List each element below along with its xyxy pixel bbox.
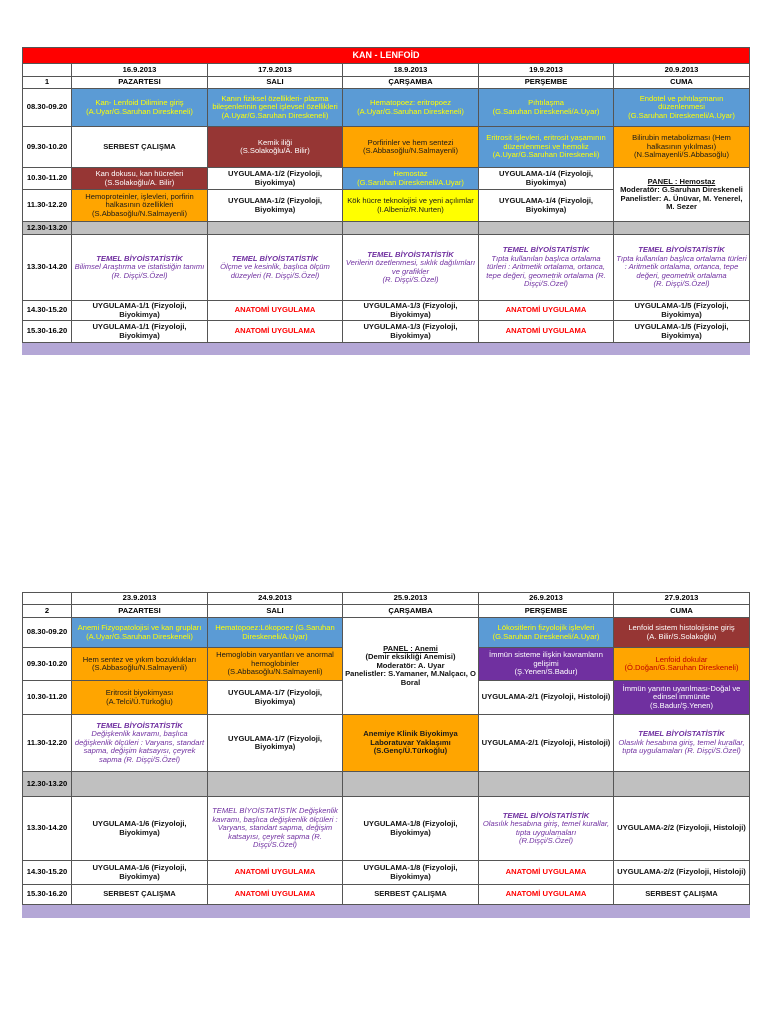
anatomy-practice-cell: ANATOMİ UYGULAMA [208,861,343,885]
time-slot: 11.30-12.20 [23,190,72,222]
corner-cell [23,64,72,77]
practice-cell: UYGULAMA-1/8 (Fizyoloji, Biyokimya) [343,861,479,885]
date-thu: 26.9.2013 [479,593,614,605]
day-wed: ÇARŞAMBA [343,77,479,89]
date-tue: 17.9.2013 [208,64,343,77]
practice-cell: UYGULAMA-1/8 (Fizyoloji, Biyokimya) [343,797,479,861]
time-slot: 11.30-12.20 [23,715,72,772]
lesson-cell: Hemoglobin varyantları ve anormal hemoglobinler (S.Abbasoğlu/N.Salmayenli) [208,648,343,681]
break-cell [343,222,479,235]
date-wed: 18.9.2013 [343,64,479,77]
practice-cell: UYGULAMA-1/7 (Fizyoloji, Biyokimya) [208,681,343,715]
biostat-cell: TEMEL BİYOİSTATİSTİK Tıpta kullanılan başlıca ortalama türleri : Aritmetik ortalama, ortanca, tepe değeri, geometrik ortalama (R. Dişçi/S.Özel) [614,235,750,301]
footer-band [23,343,750,355]
date-mon: 16.9.2013 [72,64,208,77]
day-thu: PERŞEMBE [479,605,614,618]
break-cell [479,222,614,235]
schedule-week-2 [22,592,750,918]
lesson-cell: Porfirinler ve hem sentezi (S.Abbasoğlu/N.Salmayenli) [343,127,479,168]
lesson-cell: Kan dokusu, kan hücreleri (S.Solakoğlu/A. Bilir) [72,168,208,190]
day-tue: SALI [208,605,343,618]
anatomy-practice-cell: ANATOMİ UYGULAMA [208,885,343,905]
time-slot: 09.30-10.20 [23,648,72,681]
anatomy-practice-cell: ANATOMİ UYGULAMA [208,321,343,343]
practice-cell: UYGULAMA-2/2 (Fizyoloji, Histoloji) [614,797,750,861]
time-slot: 15.30-16.20 [23,885,72,905]
anatomy-practice-cell: ANATOMİ UYGULAMA [208,301,343,321]
day-fri: CUMA [614,605,750,618]
lesson-cell: Lenfoid sistem histolojisine giriş (A. Bilir/S.Solakoğlu) [614,618,750,648]
lesson-cell: Hem sentez ve yıkım bozuklukları (S.Abbasoğlu/N.Salmayenli) [72,648,208,681]
practice-cell: UYGULAMA-1/4 (Fizyoloji, Biyokimya) [479,168,614,190]
date-mon: 23.9.2013 [72,593,208,605]
biostat-cell: TEMEL BİYOİSTATİSTİK Değişkenlik kavramı, başlıca değişkenlik ölçüleri : Varyans, standart sapma, değişim katsayısı, çeyrek sapma (R. Dişçi/S.Özel) [208,797,343,861]
day-tue: SALI [208,77,343,89]
lesson-cell: Anemi Fizyopatolojisi ve kan grupları (A.Uyar/G.Saruhan Direskeneli) [72,618,208,648]
panel-cell: PANEL : Hemostaz Moderatör: G.Saruhan Direskeneli Panelistler: A. Ünüvar, M. Yenerel, M. Sezer [614,168,750,222]
lesson-cell: Lökositlerin fizyolojik işlevleri (G.Saruhan Direskeneli/A.Uyar) [479,618,614,648]
free-study-cell: SERBEST ÇALIŞMA [72,127,208,168]
practice-cell: UYGULAMA-1/3 (Fizyoloji, Biyokimya) [343,301,479,321]
lesson-cell: Lenfoid dokular (Ö.Doğan/G.Saruhan Direskeneli) [614,648,750,681]
date-fri: 20.9.2013 [614,64,750,77]
practice-cell: UYGULAMA-1/3 (Fizyoloji, Biyokimya) [343,321,479,343]
lesson-cell: Hemostaz (G.Saruhan Direskeneli/A.Uyar) [343,168,479,190]
lesson-cell: Pıhtılaşma (G.Saruhan Direskeneli/A.Uyar) [479,89,614,127]
time-slot: 13.30-14.20 [23,235,72,301]
free-study-cell: SERBEST ÇALIŞMA [343,885,479,905]
practice-cell: UYGULAMA-2/1 (Fizyoloji, Histoloji) [479,715,614,772]
biostat-cell: TEMEL BİYOİSTATİSTİK Tıpta kullanılan başlıca ortalama türleri : Aritmetik ortalama, ortanca, tepe değeri, geometrik ortalama (R. Dişçi/S.Özel) [479,235,614,301]
anatomy-practice-cell: ANATOMİ UYGULAMA [479,321,614,343]
lesson-cell: İmmün sisteme ilişkin kavramların gelişimi (Ş.Yenen/S.Badur) [479,648,614,681]
footer-band [23,905,750,918]
practice-cell: UYGULAMA-1/6 (Fizyoloji, Biyokimya) [72,797,208,861]
lesson-cell: Hemoproteinler, işlevleri, porfirin halkasının özellikleri (S.Abbasoğlu/N.Salmayenli) [72,190,208,222]
practice-cell: UYGULAMA-1/5 (Fizyoloji, Biyokimya) [614,321,750,343]
biostat-cell: TEMEL BİYOİSTATİSTİK Olasılık hesabına giriş, temel kurallar, tıpta uygulamaları (R.Dişçi/S.Özel) [479,797,614,861]
practice-cell: UYGULAMA-1/1 (Fizyoloji, Biyokimya) [72,321,208,343]
day-wed: ÇARŞAMBA [343,605,479,618]
time-slot: 13.30-14.20 [23,797,72,861]
day-thu: PERŞEMBE [479,77,614,89]
practice-cell: UYGULAMA-2/2 (Fizyoloji, Histoloji) [614,861,750,885]
corner-cell [23,593,72,605]
time-slot: 15.30-16.20 [23,321,72,343]
practice-cell: UYGULAMA-1/2 (Fizyoloji, Biyokimya) [208,190,343,222]
lesson-cell: Eritrosit biyokimyası (A.Telci/Ü.Türkoğlu) [72,681,208,715]
biostat-cell: TEMEL BİYOİSTATİSTİK Değişkenlik kavramı, başlıca değişkenlik ölçüleri : Varyans, standart sapma, değişim katsayısı, çeyrek sapma (R. Dişçi/S.Özel) [72,715,208,772]
time-slot: 10.30-11.20 [23,168,72,190]
anatomy-practice-cell: ANATOMİ UYGULAMA [479,301,614,321]
lesson-cell: Kök hücre teknolojisi ve yeni açılımlar (I.Albeniz/R.Nurten) [343,190,479,222]
lesson-cell: Anemiye Klinik Biyokimya Laboratuvar Yaklaşımı (S.Genç/Ü.Türkoğlu) [343,715,479,772]
break-cell [72,222,208,235]
lesson-cell: Eritrosit işlevleri, eritrosit yaşamının düzenlenmesi ve hemoliz (A.Uyar/G.Saruhan Direskeneli) [479,127,614,168]
time-slot: 12.30-13.20 [23,222,72,235]
break-cell [208,222,343,235]
practice-cell: UYGULAMA-1/5 (Fizyoloji, Biyokimya) [614,301,750,321]
date-wed: 25.9.2013 [343,593,479,605]
lesson-cell: Kan- Lenfoid Dilimine giriş (A.Uyar/G.Saruhan Direskeneli) [72,89,208,127]
time-slot: 08.30-09.20 [23,89,72,127]
practice-cell: UYGULAMA-2/1 (Fizyoloji, Histoloji) [479,681,614,715]
lesson-cell: Hematopoez: eritropoez (A.Uyar/G.Saruhan Direskeneli) [343,89,479,127]
week-number: 2 [23,605,72,618]
day-fri: CUMA [614,77,750,89]
practice-cell: UYGULAMA-1/1 (Fizyoloji, Biyokimya) [72,301,208,321]
break-cell [614,772,750,797]
break-cell [479,772,614,797]
break-cell [343,772,479,797]
time-slot: 12.30-13.20 [23,772,72,797]
biostat-cell: TEMEL BİYOİSTATİSTİK Ölçme ve kesinlik, başlıca ölçüm düzeyleri (R. Dişçi/S.Özel) [208,235,343,301]
free-study-cell: SERBEST ÇALIŞMA [72,885,208,905]
anatomy-practice-cell: ANATOMİ UYGULAMA [479,861,614,885]
block-title: KAN - LENFOİD [23,48,750,64]
date-tue: 24.9.2013 [208,593,343,605]
panel-cell: PANEL : Anemi (Demir eksikliği Anemisi) Moderatör: A. Uyar Panelistler: S.Yamaner, M.Nalçacı, O Boral [343,618,479,715]
time-slot: 14.30-15.20 [23,861,72,885]
day-mon: PAZARTESI [72,605,208,618]
practice-cell: UYGULAMA-1/6 (Fizyoloji, Biyokimya) [72,861,208,885]
anatomy-practice-cell: ANATOMİ UYGULAMA [479,885,614,905]
day-mon: PAZARTESI [72,77,208,89]
lesson-cell: İmmün yanıtın uyarılması-Doğal ve edinsel immünite (S.Badur/Ş.Yenen) [614,681,750,715]
time-slot: 14.30-15.20 [23,301,72,321]
practice-cell: UYGULAMA-1/2 (Fizyoloji, Biyokimya) [208,168,343,190]
biostat-cell: TEMEL BİYOİSTATİSTİK Bilimsel Araştırma ve istatistiğin tanımı (R. Dişçi/S.Özel) [72,235,208,301]
week-number: 1 [23,77,72,89]
schedule-week-1 [22,47,750,355]
practice-cell: UYGULAMA-1/4 (Fizyoloji, Biyokimya) [479,190,614,222]
date-fri: 27.9.2013 [614,593,750,605]
practice-cell: UYGULAMA-1/7 (Fizyoloji, Biyokimya) [208,715,343,772]
time-slot: 09.30-10.20 [23,127,72,168]
time-slot: 10.30-11.20 [23,681,72,715]
lesson-cell: Kemik iliği (S.Solakoğlu/A. Bilir) [208,127,343,168]
break-cell [614,222,750,235]
time-slot: 08.30-09.20 [23,618,72,648]
free-study-cell: SERBEST ÇALIŞMA [614,885,750,905]
break-cell [208,772,343,797]
lesson-cell: Endotel ve pıhtılaşmanın düzenlenmesi (G.Saruhan Direskeneli/A.Uyar) [614,89,750,127]
date-thu: 19.9.2013 [479,64,614,77]
lesson-cell: Hematopoez:Lökopoez (G.Saruhan Direskeneli/A.Uyar) [208,618,343,648]
lesson-cell: Bilirubin metabolizması (Hem halkasının yıkılması) (N.Salmayenli/S.Abbasoğlu) [614,127,750,168]
lesson-cell: Kanın fiziksel özellikleri- plazma bileşenlerinin genel işlevsel özellikleri (A.Uyar/G.Saruhan Direskeneli) [208,89,343,127]
break-cell [72,772,208,797]
biostat-cell: TEMEL BİYOİSTATİSTİK Verilerin özetlenmesi, sıklık dağılımları ve grafikler (R. Dişçi/S.Özel) [343,235,479,301]
biostat-cell: TEMEL BİYOİSTATİSTİK Olasılık hesabına giriş, temel kurallar, tıpta uygulamaları (R. Dişçi/S.Özel) [614,715,750,772]
